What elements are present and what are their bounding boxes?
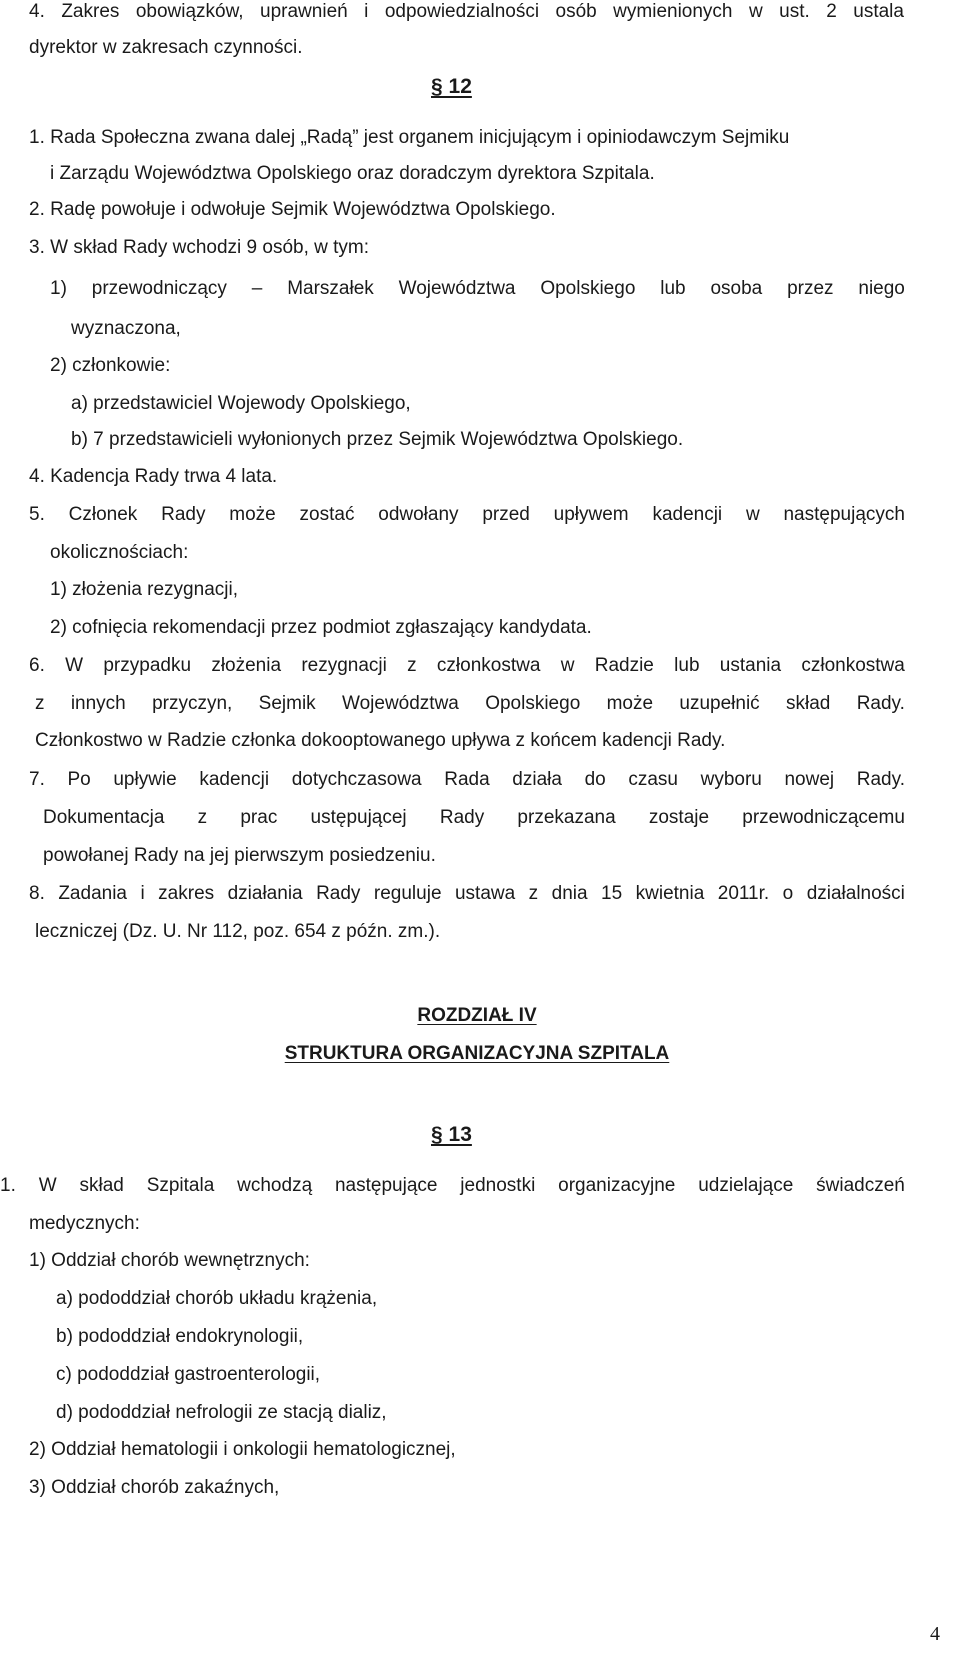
list-item: 2) Oddział hematologii i onkologii hematologicznej, [29, 1439, 456, 1460]
text-line: wyznaczona, [71, 318, 181, 339]
word: przekazana [517, 807, 616, 828]
word: następujące [334, 1175, 438, 1196]
word: nowej [784, 769, 835, 790]
text-line [29, 503, 905, 527]
word: – [251, 278, 263, 299]
list-item: 1) Oddział chorób wewnętrznych: [29, 1250, 310, 1271]
word: z [528, 883, 539, 904]
word: udzielające [698, 1175, 794, 1196]
word: przez [787, 278, 834, 299]
word: przypadku [103, 655, 192, 676]
word: odpowiedzialności [384, 1, 540, 22]
word: zakres [158, 883, 215, 904]
word: przyczyn, [152, 693, 233, 714]
word: kadencji [652, 504, 723, 525]
word: w [748, 1, 763, 22]
word: Rady. [856, 769, 905, 790]
word: 7. [29, 769, 45, 790]
word: odwołany [378, 504, 459, 525]
word: 5. [29, 504, 45, 525]
word: w [560, 655, 575, 676]
text-line [43, 806, 905, 830]
word: wyboru [700, 769, 762, 790]
word: Zadania [58, 883, 127, 904]
word: członkostwa [436, 655, 541, 676]
word: Członek [68, 504, 138, 525]
word: Radzie [594, 655, 654, 676]
word: Dokumentacja [43, 807, 165, 828]
word: świadczeń [816, 1175, 905, 1196]
word: organizacyjne [558, 1175, 676, 1196]
text-line [29, 654, 905, 678]
word: zostaje [648, 807, 710, 828]
word: 1) [50, 278, 67, 299]
text-line: leczniczej (Dz. U. Nr 112, poz. 654 z późn. zm.). [35, 921, 441, 942]
word: czasu [628, 769, 678, 790]
text-line: okolicznościach: [50, 542, 189, 563]
word: z [407, 655, 417, 676]
word: rezygnacji [301, 655, 387, 676]
text-line: 1) złożenia rezygnacji, [50, 579, 238, 600]
word: 6. [29, 655, 45, 676]
word: Województwa [398, 278, 516, 299]
chapter-title: STRUKTURA ORGANIZACYJNA SZPITALA [284, 1043, 670, 1064]
text-line [0, 1174, 905, 1198]
word: Opolskiego [485, 693, 581, 714]
word: Marszałek [287, 278, 374, 299]
list-item: b) pododdział endokrynologii, [56, 1326, 304, 1347]
page-number: 4 [930, 1623, 940, 1645]
list-item: a) pododdział chorób układu krążenia, [56, 1288, 378, 1309]
text-line: powołanej Rady na jej pierwszym posiedzeniu. [43, 845, 436, 866]
word: 1. [0, 1175, 16, 1196]
word: W [65, 655, 84, 676]
list-item: c) pododdział gastroenterologii, [56, 1364, 321, 1385]
text-line: b) 7 przedstawicieli wyłonionych przez Sejmik Województwa Opolskiego. [71, 429, 684, 450]
word: Rady [316, 883, 361, 904]
word: ustala [853, 1, 904, 22]
word: ust. [779, 1, 810, 22]
word: przed [482, 504, 530, 525]
text-line: 3. W skład Rady wchodzi 9 osób, w tym: [29, 237, 370, 258]
text-line: 4. Kadencja Rady trwa 4 lata. [29, 466, 278, 487]
word: Rada [444, 769, 490, 790]
text-line: medycznych: [29, 1213, 140, 1234]
word: uprawnień [260, 1, 348, 22]
word: przewodniczącemu [742, 807, 905, 828]
word: działa [512, 769, 562, 790]
section-heading: § 12 [431, 75, 472, 98]
text-line: 2) cofnięcia rekomendacji przez podmiot zgłaszający kandydata. [50, 617, 592, 638]
text-line: a) przedstawiciel Wojewody Opolskiego, [71, 393, 411, 414]
word: lub [660, 278, 686, 299]
word: prac [240, 807, 278, 828]
text-line [29, 0, 904, 24]
word: następujących [783, 504, 905, 525]
word: kwietnia [635, 883, 705, 904]
word: ustępującej [310, 807, 407, 828]
word: Sejmik [258, 693, 316, 714]
word: osób [555, 1, 597, 22]
word: kadencji [199, 769, 270, 790]
word: innych [70, 693, 126, 714]
word: zostać [299, 504, 355, 525]
word: działania [227, 883, 303, 904]
word: złożenia [211, 655, 282, 676]
word: 15 [601, 883, 623, 904]
chapter-heading: ROZDZIAŁ IV [417, 1005, 537, 1026]
word: upływem [553, 504, 629, 525]
word: Po [67, 769, 91, 790]
word: obowiązków, [135, 1, 244, 22]
word: Zakres [61, 1, 120, 22]
word: wymienionych [613, 1, 733, 22]
list-item: 3) Oddział chorób zakaźnych, [29, 1477, 280, 1498]
text-line [35, 692, 905, 716]
word: osoba [710, 278, 763, 299]
word: z [197, 807, 208, 828]
word: z [35, 693, 45, 714]
word: dotychczasowa [291, 769, 422, 790]
word: o [782, 883, 794, 904]
word: do [584, 769, 606, 790]
text-line: 2) członkowie: [50, 355, 171, 376]
word: jednostki [460, 1175, 536, 1196]
section-heading: § 13 [431, 1123, 472, 1146]
word: Rady. [856, 693, 905, 714]
text-line [29, 882, 905, 906]
word: W [38, 1175, 57, 1196]
word: niego [858, 278, 905, 299]
text-line: dyrektor w zakresach czynności. [29, 37, 303, 58]
word: lub [674, 655, 700, 676]
text-line: 1. Rada Społeczna zwana dalej „Radą” jest organem inicjującym i opiniodawczym Sejmiku [29, 127, 790, 148]
word: członkostwa [801, 655, 905, 676]
word: Województwa [342, 693, 459, 714]
word: reguluje [373, 883, 442, 904]
word: przewodniczący [91, 278, 227, 299]
text-line: i Zarządu Województwa Opolskiego oraz doradczym dyrektora Szpitala. [50, 163, 655, 184]
list-item: d) pododdział nefrologii ze stacją dializ, [56, 1402, 387, 1423]
word: Rady [161, 504, 206, 525]
word: skład [786, 693, 831, 714]
word: uzupełnić [679, 693, 760, 714]
word: działalności [806, 883, 905, 904]
word: 8. [29, 883, 45, 904]
text-line [29, 768, 905, 792]
word: może [606, 693, 654, 714]
text-line: Członkostwo w Radzie członka dokooptowanego upływa z końcem kadencji Rady. [35, 730, 726, 751]
text-line: 2. Radę powołuje i odwołuje Sejmik Województwa Opolskiego. [29, 199, 556, 220]
word: Szpitala [146, 1175, 215, 1196]
word: i [364, 1, 369, 22]
text-line [50, 277, 905, 301]
word: i [140, 883, 145, 904]
word: skład [79, 1175, 124, 1196]
word: Opolskiego [540, 278, 636, 299]
word: może [229, 504, 276, 525]
word: 4. [29, 1, 45, 22]
word: w [745, 504, 760, 525]
word: upływie [113, 769, 177, 790]
word: ustania [719, 655, 782, 676]
word: 2011r. [717, 883, 770, 904]
word: dnia [551, 883, 588, 904]
word: 2 [826, 1, 837, 22]
word: ustawa [454, 883, 516, 904]
word: Rady [439, 807, 485, 828]
word: wchodzą [237, 1175, 313, 1196]
